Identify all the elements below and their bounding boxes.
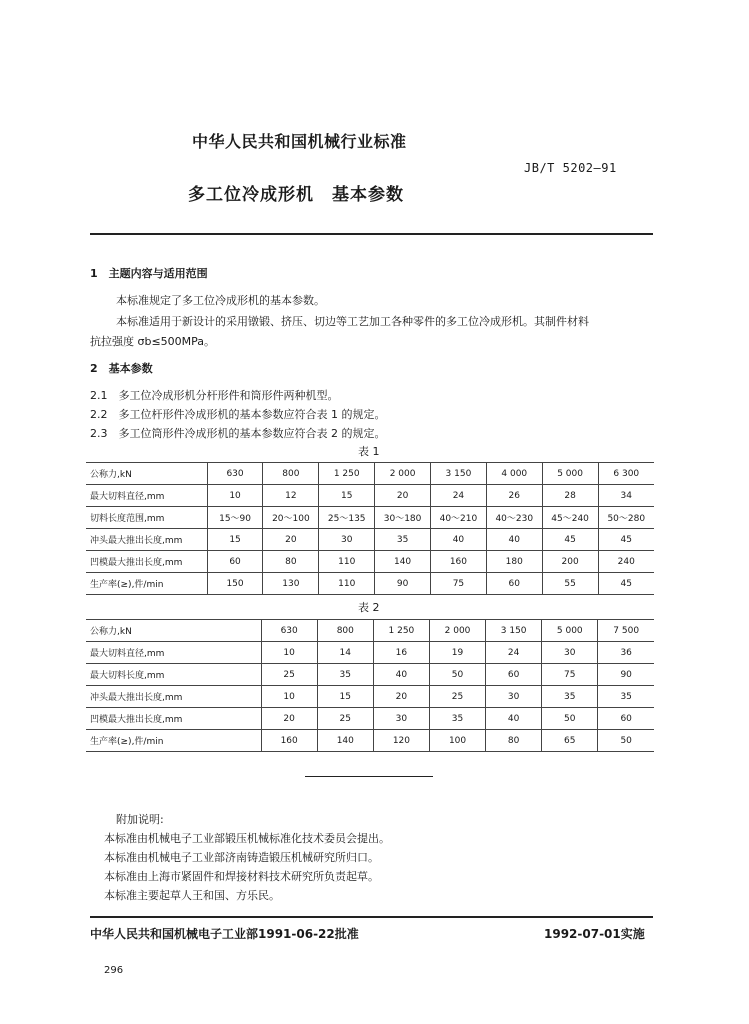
table-cell: 20 [263, 529, 319, 551]
row-label: 最大切料直径,mm [86, 642, 261, 664]
table-row [86, 730, 654, 752]
standard-number: JB/T 5202—91 [524, 161, 617, 175]
table-cell: 65 [542, 730, 598, 752]
table-cell: 140 [375, 551, 431, 573]
table-cell: 80 [486, 730, 542, 752]
table-cell: 25 [317, 708, 373, 730]
table-cell: 15～90 [207, 507, 263, 529]
table-cell: 150 [207, 573, 263, 595]
note-2: 本标准由机械电子工业部济南铸造锻压机械研究所归口。 [104, 851, 379, 864]
table-row [86, 485, 654, 507]
table-cell: 800 [317, 620, 373, 642]
table-cell: 240 [598, 551, 654, 573]
table-cell: 2 000 [429, 620, 485, 642]
footer-rule [90, 916, 653, 918]
table-cell: 40 [431, 529, 487, 551]
table-cell: 3 150 [486, 620, 542, 642]
table-cell: 120 [373, 730, 429, 752]
row-label: 生产率(≥),件/min [86, 730, 261, 752]
table-cell: 20～100 [263, 507, 319, 529]
table-row [86, 551, 654, 573]
table-cell: 75 [542, 664, 598, 686]
table-row [86, 573, 654, 595]
table-cell: 140 [317, 730, 373, 752]
table-2 [86, 619, 654, 752]
table-cell: 25～135 [319, 507, 375, 529]
row-label: 公称力,kN [86, 463, 207, 485]
table-row [86, 463, 654, 485]
note-3: 本标准由上海市紧固件和焊接材料技术研究所负责起草。 [104, 870, 379, 883]
table-cell: 30～180 [375, 507, 431, 529]
table-cell: 180 [486, 551, 542, 573]
section-1-para-1: 本标准规定了多工位冷成形机的基本参数。 [116, 294, 325, 307]
table-cell: 30 [486, 686, 542, 708]
table-cell: 50 [598, 730, 654, 752]
approval-date: 中华人民共和国机械电子工业部1991-06-22批准 [90, 927, 359, 941]
section-1-para-2-cont: 抗拉强度 σb≤500MPa。 [90, 335, 216, 348]
table-cell: 7 500 [598, 620, 654, 642]
table-cell: 4 000 [486, 463, 542, 485]
table-cell: 90 [598, 664, 654, 686]
table-cell: 15 [319, 485, 375, 507]
document-title: 多工位冷成形机 基本参数 [188, 185, 404, 205]
table-cell: 130 [263, 573, 319, 595]
table-row [86, 686, 654, 708]
table-row [86, 620, 654, 642]
notes-heading: 附加说明: [116, 813, 164, 826]
table-cell: 40 [373, 664, 429, 686]
table-cell: 40～230 [486, 507, 542, 529]
table-cell: 110 [319, 573, 375, 595]
row-label: 最大切料长度,mm [86, 664, 261, 686]
table-cell: 90 [375, 573, 431, 595]
table-row [86, 664, 654, 686]
table-cell: 10 [261, 642, 317, 664]
table-cell: 60 [598, 708, 654, 730]
table-cell: 50 [429, 664, 485, 686]
section-1-para-2: 本标准适用于新设计的采用镦锻、挤压、切边等工艺加工各种零件的多工位冷成形机。其制件材料 [116, 315, 589, 328]
header-rule [90, 233, 653, 235]
row-label: 凹模最大推出长度,mm [86, 551, 207, 573]
table-cell: 160 [431, 551, 487, 573]
issuing-authority: 中华人民共和国机械行业标准 [192, 132, 407, 151]
table-1-caption: 表 1 [358, 445, 380, 458]
row-label: 凹模最大推出长度,mm [86, 708, 261, 730]
clause-2-3: 2.3 多工位筒形件冷成形机的基本参数应符合表 2 的规定。 [90, 427, 386, 440]
table-cell: 55 [542, 573, 598, 595]
table-cell: 35 [375, 529, 431, 551]
table-cell: 15 [207, 529, 263, 551]
table-cell: 6 300 [598, 463, 654, 485]
table-cell: 25 [429, 686, 485, 708]
table-cell: 20 [375, 485, 431, 507]
section-2-heading: 2 基本参数 [90, 362, 153, 375]
table-cell: 630 [261, 620, 317, 642]
table-cell: 40～210 [431, 507, 487, 529]
table-cell: 45 [542, 529, 598, 551]
table-cell: 25 [261, 664, 317, 686]
table-cell: 60 [486, 573, 542, 595]
table-cell: 28 [542, 485, 598, 507]
table-cell: 5 000 [542, 463, 598, 485]
row-label: 冲头最大推出长度,mm [86, 686, 261, 708]
table-cell: 26 [486, 485, 542, 507]
table-1 [86, 462, 654, 595]
table-cell: 10 [261, 686, 317, 708]
section-1-heading: 1 主题内容与适用范围 [90, 267, 208, 280]
table-row [86, 642, 654, 664]
table-cell: 36 [598, 642, 654, 664]
table-cell: 60 [486, 664, 542, 686]
table-cell: 30 [319, 529, 375, 551]
table-cell: 75 [431, 573, 487, 595]
table-cell: 20 [373, 686, 429, 708]
table-cell: 45 [598, 529, 654, 551]
row-label: 生产率(≥),件/min [86, 573, 207, 595]
table-cell: 800 [263, 463, 319, 485]
table-row [86, 529, 654, 551]
table-cell: 19 [429, 642, 485, 664]
row-label: 公称力,kN [86, 620, 261, 642]
table-cell: 14 [317, 642, 373, 664]
page-number: 296 [104, 965, 124, 976]
table-cell: 5 000 [542, 620, 598, 642]
table-row [86, 708, 654, 730]
table-cell: 35 [317, 664, 373, 686]
table-cell: 200 [542, 551, 598, 573]
row-label: 切料长度范围,mm [86, 507, 207, 529]
table-cell: 160 [261, 730, 317, 752]
table-cell: 24 [486, 642, 542, 664]
table-cell: 45 [598, 573, 654, 595]
table-cell: 30 [373, 708, 429, 730]
table-cell: 60 [207, 551, 263, 573]
effective-date: 1992-07-01实施 [544, 927, 645, 941]
table-cell: 34 [598, 485, 654, 507]
table-cell: 20 [261, 708, 317, 730]
table-cell: 35 [429, 708, 485, 730]
table-cell: 45～240 [542, 507, 598, 529]
row-label: 最大切料直径,mm [86, 485, 207, 507]
note-4: 本标准主要起草人王和国、方乐民。 [104, 889, 280, 902]
table-cell: 12 [263, 485, 319, 507]
table-cell: 16 [373, 642, 429, 664]
table-cell: 1 250 [373, 620, 429, 642]
table-cell: 50 [542, 708, 598, 730]
table-cell: 630 [207, 463, 263, 485]
notes-separator [305, 776, 433, 777]
table-cell: 35 [598, 686, 654, 708]
table-cell: 100 [429, 730, 485, 752]
note-1: 本标准由机械电子工业部锻压机械标准化技术委员会提出。 [104, 832, 390, 845]
table-cell: 10 [207, 485, 263, 507]
clause-2-2: 2.2 多工位杆形件冷成形机的基本参数应符合表 1 的规定。 [90, 408, 386, 421]
table-cell: 3 150 [431, 463, 487, 485]
table-cell: 30 [542, 642, 598, 664]
row-label: 冲头最大推出长度,mm [86, 529, 207, 551]
table-cell: 24 [431, 485, 487, 507]
table-cell: 80 [263, 551, 319, 573]
table-cell: 1 250 [319, 463, 375, 485]
table-cell: 40 [486, 708, 542, 730]
table-cell: 50～280 [598, 507, 654, 529]
table-cell: 40 [486, 529, 542, 551]
table-cell: 2 000 [375, 463, 431, 485]
clause-2-1: 2.1 多工位冷成形机分杆形件和筒形件两种机型。 [90, 389, 339, 402]
table-cell: 15 [317, 686, 373, 708]
table-2-caption: 表 2 [358, 601, 380, 614]
table-row [86, 507, 654, 529]
table-cell: 35 [542, 686, 598, 708]
table-cell: 110 [319, 551, 375, 573]
